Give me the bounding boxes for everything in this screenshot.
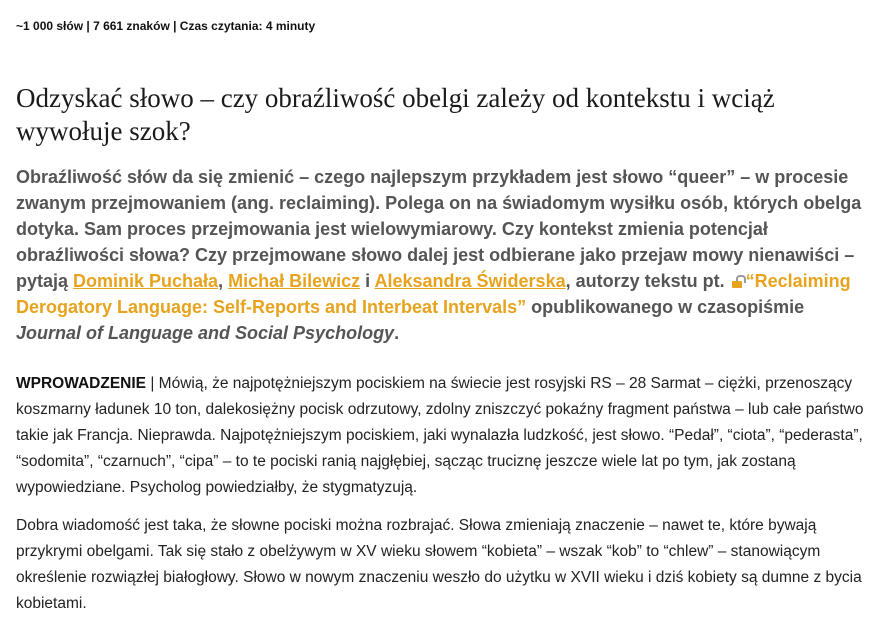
- section-label: WPROWADZENIE: [16, 375, 147, 392]
- open-lock-icon: [732, 275, 743, 288]
- article-title: Odzyskać słowo – czy obraźliwość obelgi zależy od kontekstu i wciąż wywołuje szok?: [16, 83, 775, 146]
- lead-separator: i: [360, 271, 375, 291]
- lead-text-intro: Obraźliwość słów da się zmienić – czego najlepszym przykładem jest słowo “queer” – w procesie zwanym przejmowaniem (ang. reclaiming). Polega on na świadomym wysiłku osób, których obelga dotyka. Sam proces przejmowania jest wielowymiarowy. Czy kontekst zmienia potencjał obraźliwości słowa? Czy przejmowane słowo dalej jest odbierane jako przejaw mowy nienawiści – pytają: [16, 167, 862, 291]
- source-article-title: Reclaiming Derogatory Language: Self-Reports and Interbeat Intervals: [16, 271, 851, 317]
- lead-end: .: [394, 323, 400, 343]
- lead-text-published: opublikowanego w czasopiśmie: [526, 297, 805, 317]
- author-link-michal-bilewicz[interactable]: Michał Bilewicz: [228, 271, 361, 291]
- close-quote: ”: [517, 297, 527, 317]
- article-lead: [16, 164, 866, 346]
- lead-text-authors-suffix: , autorzy tekstu pt.: [565, 271, 730, 291]
- author-link-aleksandra-swiderska[interactable]: Aleksandra Świderska: [374, 271, 566, 291]
- lead-separator: ,: [218, 271, 229, 291]
- body-paragraph-intro: [16, 371, 866, 501]
- paragraph-text: | Mówią, że najpotężniejszym pociskiem na świecie jest rosyjski RS – 28 Sarmat – ciężki, przenoszący koszmarny ładunek 10 ton, dalekosiężny pocisk odrzutowy, zdolny zniszczyć pokaźny fragment państwa – lub całe państwo takie jak Francja. Nieprawda. Najpotężniejszym pociskiem, jaki wynalazła ludzkość, jest słowo. “Pedał”, “ciota”, “pederasta”, “sodomita”, “czarnuch”, “cipa” – to te pociski ranią najgłębiej, sącząc truciznę jeszcze wiele lat po tym, jak zostaną wypowiedziane. Psycholog powiedziałby, że stygmatyzują.: [16, 375, 864, 496]
- author-link-dominik-puchala[interactable]: Dominik Puchała: [73, 271, 219, 291]
- journal-name: Journal of Language and Social Psychology: [16, 323, 395, 343]
- body-paragraph-2: Dobra wiadomość jest taka, że słowne pociski można rozbrajać. Słowa zmieniają znaczenie – nawet te, które bywają przykrymi obelgami. Tak się stało z obelżywym w XV wieku słowem “kobieta” – wszak “kob” to “chlew” – stanowiącym określenie rozwiązłej białogłowy. Słowo w nowym znaczeniu weszło do użytku w XVII wieku i dziś kobiety są dumne z bycia kobietami.: [16, 517, 862, 612]
- open-quote: “: [745, 271, 755, 291]
- reading-stats: ~1 000 słów | 7 661 znaków | Czas czytania: 4 minuty: [16, 19, 316, 33]
